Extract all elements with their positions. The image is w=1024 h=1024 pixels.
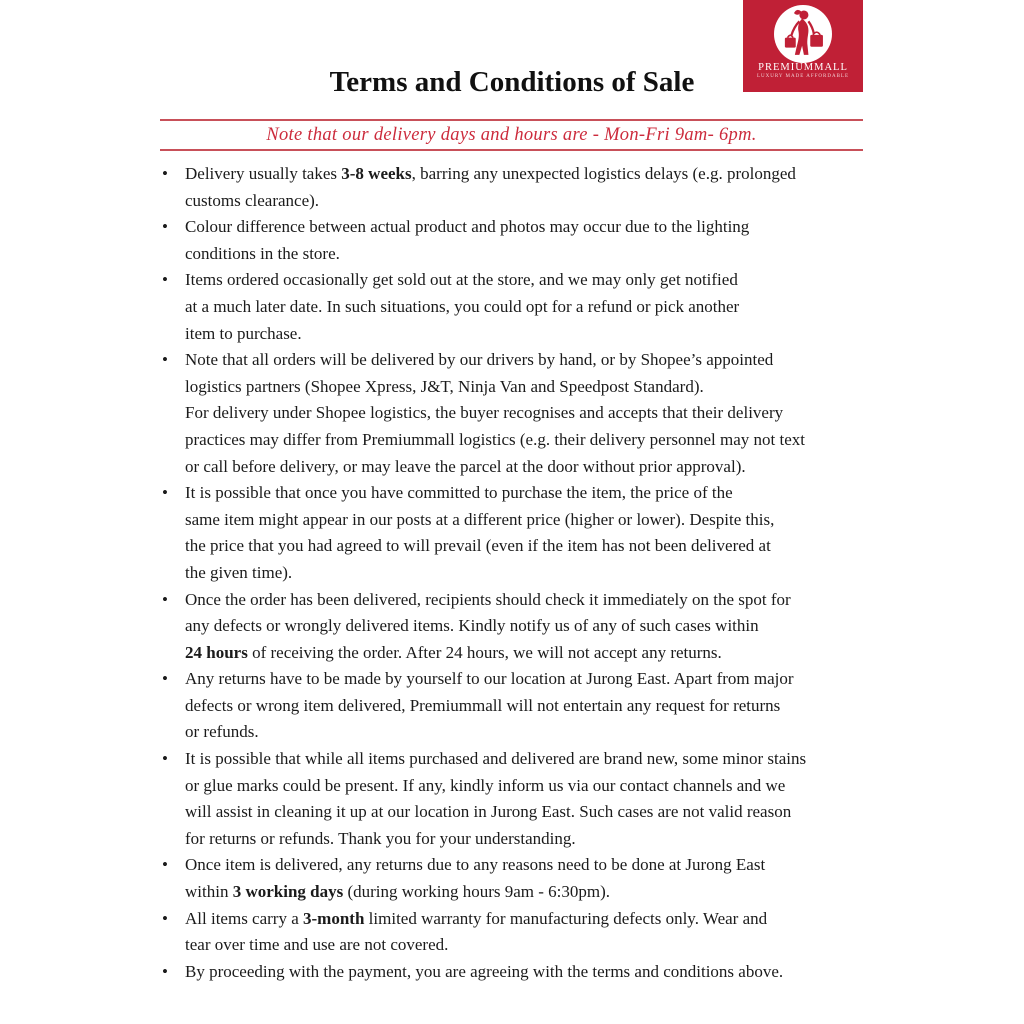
bullet-line: practices may differ from Premiummall logistics (e.g. their delivery personnel may not text: [185, 429, 806, 449]
terms-bullet: [160, 587, 880, 667]
bullet-icon: •: [162, 961, 168, 981]
terms-bullet: [160, 161, 880, 214]
bullet-line: logistics partners (Shopee Xpress, J&T, Ninja Van and Speedpost Standard).: [185, 376, 704, 396]
bullet-text: [185, 267, 880, 347]
bullet-text: [185, 480, 880, 586]
bullet-line: the price that you had agreed to will prevail (even if the item has not been delivered at: [185, 536, 771, 556]
bullet-text: [185, 666, 880, 746]
terms-bullet: [160, 214, 880, 267]
terms-bullet: [160, 666, 880, 746]
bullet-line: Once the order has been delivered, recipients should check it immediately on the spot for: [185, 589, 791, 609]
bullet-line: For delivery under Shopee logistics, the buyer recognises and accepts that their delivery: [185, 403, 784, 423]
bullet-text: [185, 906, 880, 959]
bullet-text: [185, 746, 880, 852]
bullet-icon: •: [162, 164, 168, 183]
bullet-line: tear over time and use are not covered.: [185, 935, 449, 955]
bullet-line: at a much later date. In such situations, you could opt for a refund or pick another: [185, 296, 740, 316]
delivery-notice-text: Note that our delivery days and hours are - Mon-Fri 9am- 6pm.: [266, 125, 757, 145]
bullet-line: By proceeding with the payment, you are agreeing with the terms and conditions above.: [185, 961, 784, 981]
terms-bullet: [160, 267, 880, 347]
bullet-line: Once item is delivered, any returns due to any reasons need to be done at Jurong East: [185, 855, 766, 875]
bullet-line: for returns or refunds. Thank you for your understanding.: [185, 828, 576, 848]
bullet-text: [185, 347, 880, 480]
bullet-line: conditions in the store.: [185, 243, 340, 263]
bullet-text: [185, 852, 880, 905]
shopping-woman-silhouette-icon: [774, 5, 832, 63]
terms-bullet: [160, 852, 880, 905]
bullet-line: Colour difference between actual product and photos may occur due to the lighting: [185, 217, 750, 237]
bullet-icon: •: [162, 908, 168, 928]
bullet-line: any defects or wrongly delivered items. Kindly notify us of any of such cases within: [185, 616, 759, 636]
terms-bullet: [160, 347, 880, 480]
bullet-icon: •: [162, 350, 168, 370]
bullet-line: 24 hours of receiving the order. After 24 hours, we will not accept any returns.: [185, 642, 722, 662]
bullet-line: defects or wrong item delivered, Premiummall will not entertain any request for returns: [185, 695, 781, 715]
bullet-line: or call before delivery, or may leave the parcel at the door without prior approval).: [185, 456, 746, 476]
bullet-text: [185, 214, 880, 267]
bullet-line: or refunds.: [185, 722, 259, 742]
delivery-notice-band: [160, 119, 863, 151]
bullet-icon: •: [162, 270, 168, 290]
bullet-line: Any returns have to be made by yourself to our location at Jurong East. Apart from major: [185, 669, 794, 689]
bullet-line: Delivery usually takes 3-8 weeks, barring any unexpected logistics delays (e.g. prolonged: [185, 164, 796, 183]
bullet-line: same item might appear in our posts at a different price (higher or lower). Despite this,: [185, 509, 775, 529]
bullet-icon: •: [162, 855, 168, 875]
bullet-line: It is possible that once you have committed to purchase the item, the price of the: [185, 483, 733, 503]
bullet-icon: •: [162, 669, 168, 689]
bullet-text: [185, 587, 880, 667]
brand-tagline: LUXURY MADE AFFORDABLE: [756, 74, 850, 79]
terms-list: [160, 161, 880, 985]
bullet-line: item to purchase.: [185, 323, 302, 343]
terms-bullet: [160, 959, 880, 986]
bullet-icon: •: [162, 749, 168, 769]
terms-bullet: [160, 906, 880, 959]
bullet-text: [185, 161, 880, 214]
bullet-line: All items carry a 3-month limited warranty for manufacturing defects only. Wear and: [185, 908, 768, 928]
bullet-line: or glue marks could be present. If any, kindly inform us via our contact channels and we: [185, 775, 786, 795]
brand-name: PREMIUMMALL: [758, 62, 848, 73]
terms-bullet: [160, 480, 880, 586]
bullet-line: the given time).: [185, 562, 293, 582]
terms-bullet: [160, 746, 880, 852]
bullet-line: It is possible that while all items purchased and delivered are brand new, some minor stains: [185, 749, 807, 769]
page-title: Terms and Conditions of Sale: [329, 66, 695, 98]
bullet-icon: •: [162, 217, 168, 237]
bullet-text: [185, 959, 880, 986]
bullet-line: customs clearance).: [185, 190, 320, 210]
bullet-icon: •: [162, 483, 168, 503]
bullet-line: will assist in cleaning it up at our location in Jurong East. Such cases are not valid reason: [185, 802, 792, 822]
bullet-icon: •: [162, 589, 168, 609]
bullet-line: within 3 working days (during working hours 9am - 6:30pm).: [185, 882, 611, 902]
bullet-line: Note that all orders will be delivered by our drivers by hand, or by Shopee’s appointed: [185, 350, 774, 370]
bullet-line: Items ordered occasionally get sold out at the store, and we may only get notified: [185, 270, 738, 290]
